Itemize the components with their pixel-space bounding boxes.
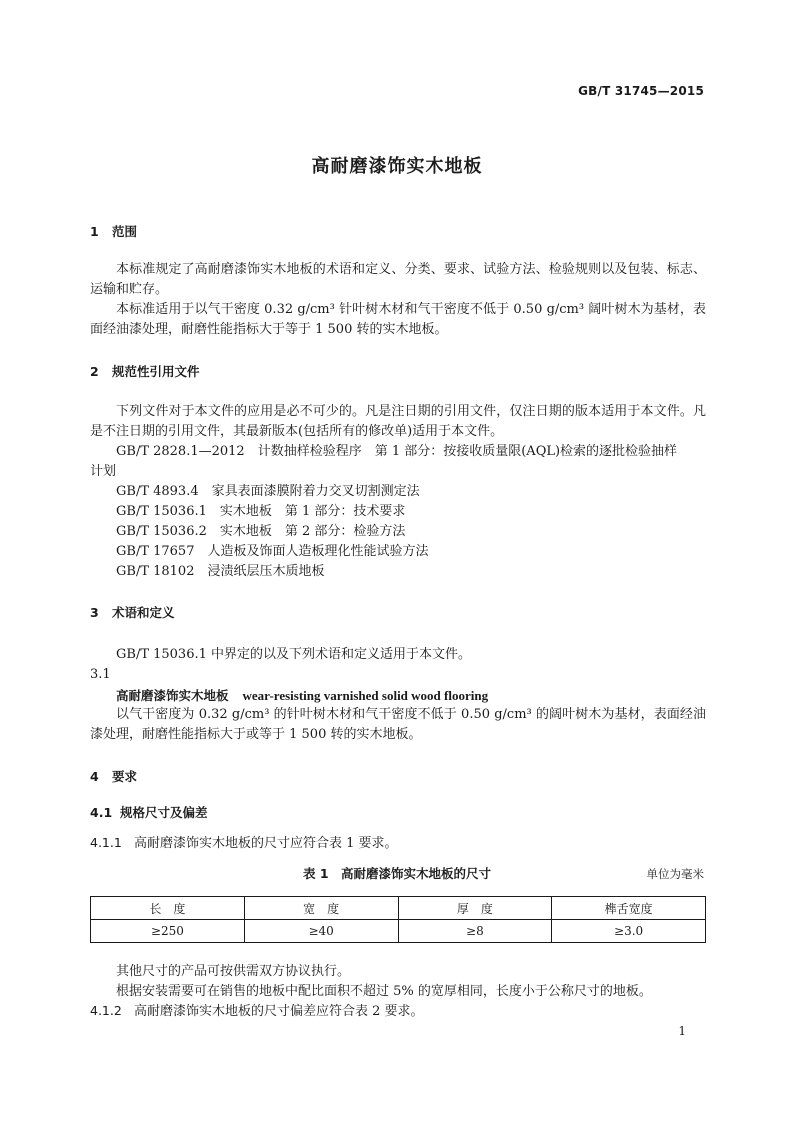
section-number: 1 xyxy=(90,224,99,239)
document-title: 高耐磨漆饰实木地板 xyxy=(311,156,483,177)
section-title: 要求 xyxy=(112,769,138,784)
section-3-heading xyxy=(90,603,175,621)
subsection-number: 4.1 xyxy=(90,805,113,820)
clause-4-1-1 xyxy=(90,833,398,854)
reference-item: GB/T 15036.2 实木地板 第 2 部分：检验方法 xyxy=(116,524,406,539)
term-chinese: 高耐磨漆饰实木地板 xyxy=(116,688,229,703)
standard-number: GB/T 31745—2015 xyxy=(578,84,704,98)
reference-item: GB/T 2828.1—2012 计数抽样检验程序 第 1 部分：按接收质量限(AQL)检索的逐批检验抽样 xyxy=(116,444,678,459)
section-1-heading xyxy=(90,222,137,240)
section-title: 术语和定义 xyxy=(112,605,175,620)
reference-item: GB/T 18102 浸渍纸层压木质地板 xyxy=(116,564,325,579)
section-4-heading xyxy=(90,767,137,785)
note-installation: 根据安装需要可在销售的地板中配比面积不超过 5% 的宽厚相同，长度小于公称尺寸的地板。 xyxy=(116,984,652,999)
section-title: 范围 xyxy=(112,224,138,239)
clause-number: 4.1.1 xyxy=(90,835,122,850)
table-header-row xyxy=(91,897,706,920)
table-header-cell: 厚 度 xyxy=(398,897,552,920)
subsection-4-1-heading xyxy=(90,803,208,821)
section-1-paragraph-1: 本标准规定了高耐磨漆饰实木地板的术语和定义、分类、要求、试验方法、检验规则以及包装、标志、运输和贮存。 xyxy=(90,262,706,297)
section-number: 4 xyxy=(90,769,99,784)
table-cell: ≥3.0 xyxy=(552,920,706,943)
term-english: wear-resisting varnished solid wood flooring xyxy=(242,688,489,703)
clause-4-1-2 xyxy=(90,1001,424,1022)
clause-number: 4.1.2 xyxy=(90,1003,122,1018)
table-cell: ≥8 xyxy=(398,920,552,943)
table-header-cell: 榫舌宽度 xyxy=(552,897,706,920)
section-number: 2 xyxy=(90,364,99,379)
section-number: 3 xyxy=(90,605,99,620)
table-cell: ≥40 xyxy=(244,920,398,943)
note-other-sizes: 其他尺寸的产品可按供需双方协议执行。 xyxy=(116,964,351,979)
section-1-paragraph-2: 本标准适用于以气干密度 0.32 g/cm³ 针叶树木材和气干密度不低于 0.50 g/cm³ 阔叶树木为基材，表面经油漆处理，耐磨性能指标大于等于 1 500 转的实木地板。 xyxy=(90,302,706,337)
reference-item: GB/T 17657 人造板及饰面人造板理化性能试验方法 xyxy=(116,544,429,559)
clause-text: 高耐磨漆饰实木地板的尺寸偏差应符合表 2 要求。 xyxy=(134,1004,424,1019)
subsection-title: 规格尺寸及偏差 xyxy=(120,805,208,820)
table-row xyxy=(91,920,706,943)
section-2-intro: 下列文件对于本文件的应用是必不可少的。凡是注日期的引用文件，仅注日期的版本适用于本文件。凡是不注日期的引用文件，其最新版本(包括所有的修改单)适用于本文件。 xyxy=(90,404,706,439)
reference-item: GB/T 4893.4 家具表面漆膜附着力交叉切割测定法 xyxy=(116,484,420,499)
term-definition: 以气干密度为 0.32 g/cm³ 的针叶树木材和气干密度不低于 0.50 g/cm³ 的阔叶树木为基材，表面经油漆处理，耐磨性能指标大于或等于 1 500 转的实木地板。 xyxy=(90,707,706,742)
reference-item-continuation: 计划 xyxy=(90,464,117,479)
table-1-caption: 表 1 高耐磨漆饰实木地板的尺寸 xyxy=(302,866,492,881)
clause-text: 高耐磨漆饰实木地板的尺寸应符合表 1 要求。 xyxy=(134,836,398,851)
table-header-cell: 长 度 xyxy=(91,897,245,920)
reference-item: GB/T 15036.1 实木地板 第 1 部分：技术要求 xyxy=(116,504,406,519)
section-3-intro: GB/T 15036.1 中界定的以及下列术语和定义适用于本文件。 xyxy=(116,647,472,662)
table-cell: ≥250 xyxy=(91,920,245,943)
section-title: 规范性引用文件 xyxy=(112,364,200,379)
table-header-cell: 宽 度 xyxy=(244,897,398,920)
term-number: 3.1 xyxy=(90,667,111,682)
term-heading xyxy=(116,685,488,706)
section-2-heading xyxy=(90,362,200,380)
page-number: 1 xyxy=(678,1024,686,1038)
table-1 xyxy=(90,896,706,943)
table-1-unit: 单位为毫米 xyxy=(646,867,704,881)
